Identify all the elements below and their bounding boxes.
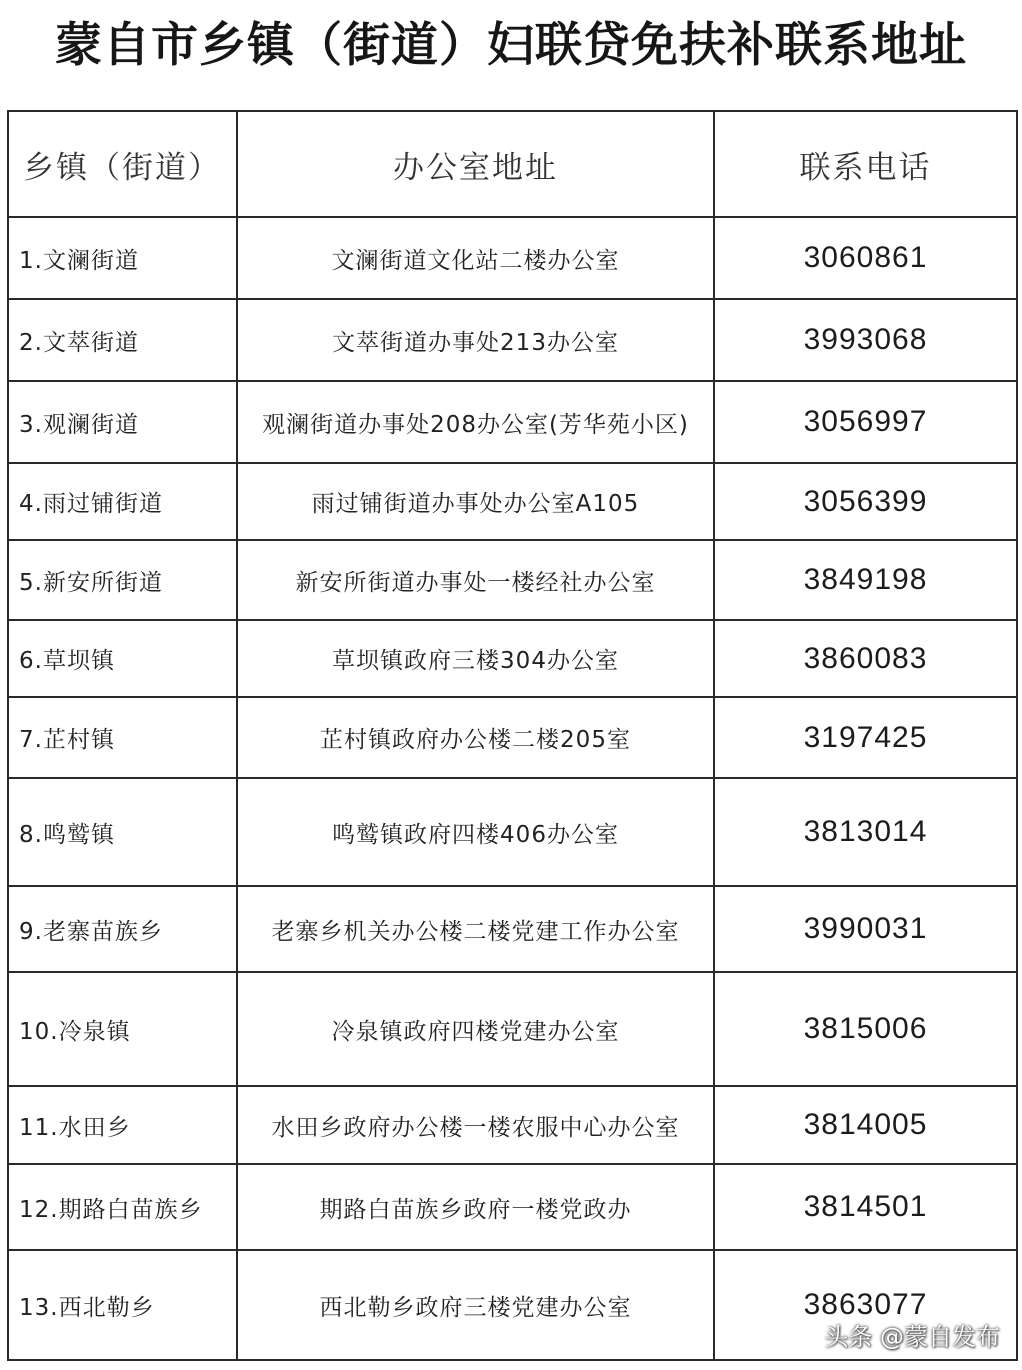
table-row xyxy=(8,217,1017,299)
phone-cell: 3814005 xyxy=(714,1086,1017,1164)
town-cell: 3.观澜街道 xyxy=(8,381,237,463)
table-row xyxy=(8,540,1017,620)
town-cell: 10.冷泉镇 xyxy=(8,972,237,1086)
table-row xyxy=(8,972,1017,1086)
address-cell: 新安所街道办事处一楼经社办公室 xyxy=(237,540,714,620)
phone-cell: 3197425 xyxy=(714,697,1017,778)
phone-cell: 3056399 xyxy=(714,463,1017,540)
town-cell: 2.文萃街道 xyxy=(8,299,237,381)
table-row xyxy=(8,1086,1017,1164)
phone-cell: 3814501 xyxy=(714,1164,1017,1250)
table-row xyxy=(8,778,1017,886)
table-row xyxy=(8,463,1017,540)
phone-cell: 3060861 xyxy=(714,217,1017,299)
address-cell: 西北勒乡政府三楼党建办公室 xyxy=(237,1250,714,1360)
watermark-label: 头条 @蒙自发布 xyxy=(824,1323,1000,1351)
address-cell: 鸣鹫镇政府四楼406办公室 xyxy=(237,778,714,886)
table-row xyxy=(8,381,1017,463)
town-cell: 11.水田乡 xyxy=(8,1086,237,1164)
phone-cell: 3860083 xyxy=(714,620,1017,697)
phone-cell: 3056997 xyxy=(714,381,1017,463)
phone-cell: 3813014 xyxy=(714,778,1017,886)
town-cell: 5.新安所街道 xyxy=(8,540,237,620)
town-cell: 13.西北勒乡 xyxy=(8,1250,237,1360)
address-cell: 冷泉镇政府四楼党建办公室 xyxy=(237,972,714,1086)
town-cell: 7.芷村镇 xyxy=(8,697,237,778)
table-row xyxy=(8,299,1017,381)
column-header-phone: 联系电话 xyxy=(714,111,1017,217)
town-cell: 6.草坝镇 xyxy=(8,620,237,697)
phone-cell: 3815006 xyxy=(714,972,1017,1086)
address-cell: 草坝镇政府三楼304办公室 xyxy=(237,620,714,697)
table-row xyxy=(8,1164,1017,1250)
town-cell: 12.期路白苗族乡 xyxy=(8,1164,237,1250)
table-header-row xyxy=(8,111,1017,217)
contact-table xyxy=(7,110,1018,1361)
address-cell: 雨过铺街道办事处办公室A105 xyxy=(237,463,714,540)
table-row xyxy=(8,697,1017,778)
address-cell: 期路白苗族乡政府一楼党政办 xyxy=(237,1164,714,1250)
address-cell: 水田乡政府办公楼一楼农服中心办公室 xyxy=(237,1086,714,1164)
address-cell: 芷村镇政府办公楼二楼205室 xyxy=(237,697,714,778)
town-cell: 9.老寨苗族乡 xyxy=(8,886,237,972)
column-header-town: 乡镇（街道） xyxy=(8,111,237,217)
page-title: 蒙自市乡镇（街道）妇联贷免扶补联系地址 xyxy=(55,18,967,73)
phone-cell: 3993068 xyxy=(714,299,1017,381)
column-header-address: 办公室地址 xyxy=(237,111,714,217)
town-cell: 1.文澜街道 xyxy=(8,217,237,299)
town-cell: 8.鸣鹫镇 xyxy=(8,778,237,886)
address-cell: 观澜街道办事处208办公室(芳华苑小区) xyxy=(237,381,714,463)
phone-cell: 3990031 xyxy=(714,886,1017,972)
phone-cell: 3863077 xyxy=(714,1250,1017,1360)
address-cell: 文澜街道文化站二楼办公室 xyxy=(237,217,714,299)
table-row xyxy=(8,886,1017,972)
phone-cell: 3849198 xyxy=(714,540,1017,620)
table-row xyxy=(8,620,1017,697)
address-cell: 老寨乡机关办公楼二楼党建工作办公室 xyxy=(237,886,714,972)
town-cell: 4.雨过铺街道 xyxy=(8,463,237,540)
address-cell: 文萃街道办事处213办公室 xyxy=(237,299,714,381)
